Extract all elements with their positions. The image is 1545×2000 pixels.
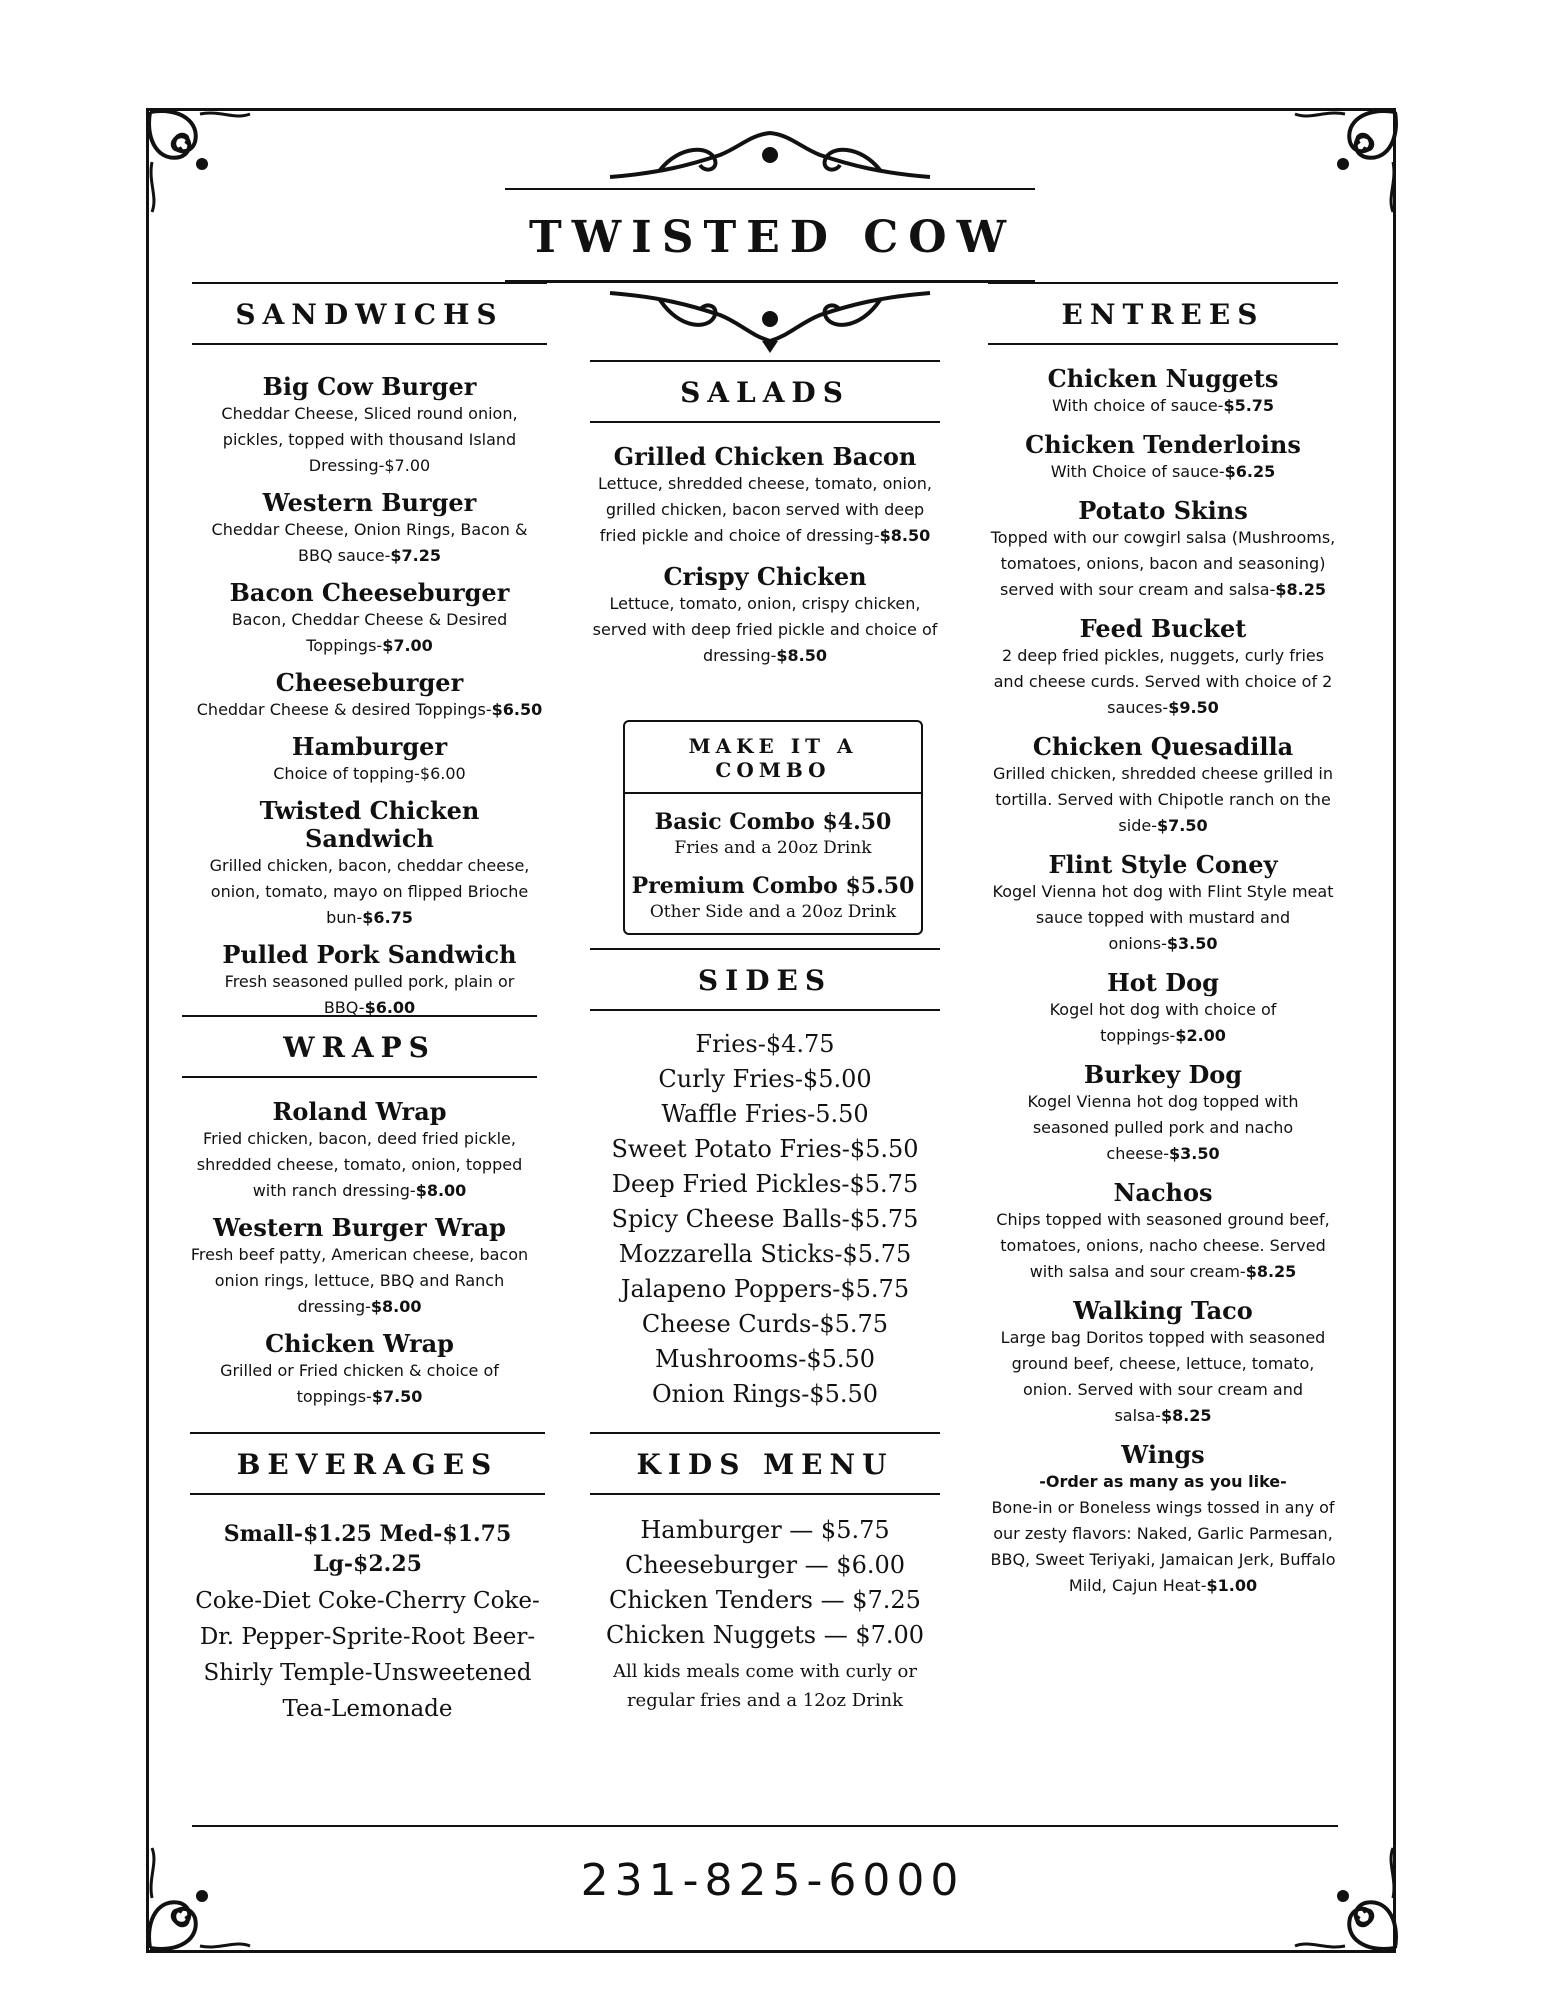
item-description-text: Grilled or Fried chicken & choice of toppings- bbox=[220, 1361, 499, 1406]
item-description-text: Lettuce, shredded cheese, tomato, onion, grilled chicken, bacon served with deep fried pickle and choice of dressing- bbox=[598, 474, 932, 545]
item-description-text: Kogel Vienna hot dog topped with seasoned pulled pork and nacho cheese- bbox=[1027, 1092, 1299, 1163]
item-description bbox=[192, 761, 547, 787]
salads-heading: SALADS bbox=[590, 360, 940, 423]
menu-item bbox=[182, 1098, 537, 1204]
item-description bbox=[988, 459, 1338, 485]
menu-item bbox=[988, 431, 1338, 485]
item-price: $8.50 bbox=[879, 526, 931, 545]
combo-box bbox=[623, 720, 923, 935]
menu-item bbox=[182, 1214, 537, 1320]
item-description bbox=[988, 525, 1338, 603]
menu-item bbox=[988, 733, 1338, 839]
item-price: $3.50 bbox=[1168, 1144, 1220, 1163]
menu-item bbox=[988, 497, 1338, 603]
item-description bbox=[988, 1325, 1338, 1429]
item-description bbox=[988, 761, 1338, 839]
item-description-text: Cheddar Cheese, Onion Rings, Bacon & BBQ sauce- bbox=[211, 520, 528, 565]
header-rule-bottom bbox=[505, 280, 1035, 283]
item-name: Flint Style Coney bbox=[1048, 850, 1278, 879]
item-price: $2.00 bbox=[1175, 1026, 1226, 1045]
menu-item bbox=[988, 1441, 1338, 1599]
left-column bbox=[192, 282, 547, 1031]
item-description bbox=[182, 1242, 537, 1320]
item-description-text: Cheddar Cheese, Sliced round onion, pickles, topped with thousand Island Dressing-$7.00 bbox=[221, 404, 518, 475]
item-description bbox=[988, 997, 1338, 1049]
menu-item bbox=[182, 1330, 537, 1410]
side-item: Sweet Potato Fries-$5.50 bbox=[611, 1135, 919, 1163]
item-price: $6.00 bbox=[364, 998, 416, 1017]
item-price: $8.25 bbox=[1245, 1262, 1297, 1281]
beverage-list: Coke-Diet Coke-Cherry Coke-Dr. Pepper-Sprite-Root Beer-Shirly Temple-Unsweetened Tea-Lemonade bbox=[195, 1588, 540, 1722]
combo-name: Premium Combo $5.50 bbox=[631, 873, 915, 899]
item-price: $3.50 bbox=[1166, 934, 1218, 953]
item-description bbox=[192, 969, 547, 1021]
item-description bbox=[192, 517, 547, 569]
phone-number: 231-825-6000 bbox=[580, 1855, 965, 1906]
combo-description: Other Side and a 20oz Drink bbox=[649, 902, 897, 922]
sides-heading: SIDES bbox=[590, 948, 940, 1011]
item-name: Cheeseburger bbox=[275, 668, 464, 697]
item-description-text: Kogel hot dog with choice of toppings- bbox=[1049, 1000, 1277, 1045]
item-name: Potato Skins bbox=[1078, 496, 1248, 525]
item-description-text: Fresh seasoned pulled pork, plain or BBQ- bbox=[224, 972, 515, 1017]
sides-section bbox=[590, 948, 940, 1412]
menu-item bbox=[988, 851, 1338, 957]
kids-item: Chicken Tenders — $7.25 bbox=[609, 1586, 921, 1614]
footer-rule bbox=[192, 1825, 1338, 1827]
item-name: Burkey Dog bbox=[1083, 1060, 1243, 1089]
entree-list bbox=[988, 365, 1338, 1599]
item-name: Hot Dog bbox=[1107, 968, 1219, 997]
item-description-text: With choice of sauce- bbox=[1051, 396, 1224, 415]
item-price: $8.00 bbox=[415, 1181, 467, 1200]
item-price: $9.50 bbox=[1168, 698, 1219, 717]
item-description-text: Fresh beef patty, American cheese, bacon onion rings, lettuce, BBQ and Ranch dressing- bbox=[190, 1245, 529, 1316]
item-price: $1.00 bbox=[1206, 1576, 1258, 1595]
item-name: Nachos bbox=[1113, 1178, 1213, 1207]
item-name: Wings bbox=[1121, 1440, 1205, 1469]
header-ornament-top bbox=[600, 125, 940, 185]
item-price: $6.75 bbox=[362, 908, 413, 927]
item-name: Twisted Chicken Sandwich bbox=[259, 796, 480, 853]
side-list bbox=[590, 1027, 940, 1412]
item-price: $7.00 bbox=[382, 636, 433, 655]
menu-item bbox=[192, 941, 547, 1021]
beverage-sizes: Small-$1.25 Med-$1.75 Lg-$2.25 bbox=[223, 1521, 512, 1577]
kids-note: All kids meals come with curly or regular fries and a 12oz Drink bbox=[613, 1661, 917, 1711]
item-price: $6.25 bbox=[1224, 462, 1276, 481]
item-name: Chicken Nuggets bbox=[1047, 364, 1279, 393]
menu-item bbox=[590, 563, 940, 669]
item-description bbox=[192, 853, 547, 931]
item-price: $7.50 bbox=[1156, 816, 1208, 835]
item-description bbox=[988, 1495, 1338, 1599]
kids-item: Chicken Nuggets — $7.00 bbox=[605, 1621, 925, 1649]
item-price: $6.50 bbox=[491, 700, 543, 719]
item-description-text: Cheddar Cheese & desired Toppings- bbox=[196, 700, 492, 719]
menu-item bbox=[192, 579, 547, 659]
item-description bbox=[182, 1358, 537, 1410]
item-description-text: Grilled chicken, shredded cheese grilled in tortilla. Served with Chipotle ranch on the side- bbox=[992, 764, 1333, 835]
item-name: Chicken Tenderloins bbox=[1025, 430, 1301, 459]
item-name: Western Burger Wrap bbox=[213, 1213, 506, 1242]
item-description-text: Bacon, Cheddar Cheese & Desired Toppings- bbox=[231, 610, 508, 655]
side-item: Waffle Fries-5.50 bbox=[661, 1100, 869, 1128]
item-name: Big Cow Burger bbox=[262, 372, 477, 401]
item-name: Grilled Chicken Bacon bbox=[613, 442, 917, 471]
side-item: Mozzarella Sticks-$5.75 bbox=[618, 1240, 912, 1268]
menu-item bbox=[988, 1061, 1338, 1167]
item-name: Chicken Wrap bbox=[265, 1329, 454, 1358]
menu-item bbox=[192, 733, 547, 787]
salads-section bbox=[590, 360, 940, 683]
combo-name: Basic Combo $4.50 bbox=[654, 809, 892, 835]
item-price: $8.25 bbox=[1275, 580, 1326, 599]
item-description-text: Chips topped with seasoned ground beef, tomatoes, onions, nacho cheese. Served with salsa and sour cream- bbox=[996, 1210, 1330, 1281]
item-description-text: Bone-in or Boneless wings tossed in any of our zesty flavors: Naked, Garlic Parmesan, BBQ, Sweet Teriyaki, Jamaican Jerk, Buffalo Mild, Cajun Heat- bbox=[990, 1498, 1336, 1595]
menu-item bbox=[192, 797, 547, 931]
menu-item bbox=[988, 365, 1338, 419]
side-item: Jalapeno Poppers-$5.75 bbox=[620, 1275, 910, 1303]
side-item: Deep Fried Pickles-$5.75 bbox=[611, 1170, 919, 1198]
header-rule-top bbox=[505, 188, 1035, 190]
header-ornament-bottom bbox=[600, 285, 940, 355]
item-name: Western Burger bbox=[262, 488, 477, 517]
item-name: Crispy Chicken bbox=[663, 562, 867, 591]
wrap-list bbox=[182, 1098, 537, 1410]
item-description-text: Topped with our cowgirl salsa (Mushrooms, tomatoes, onions, bacon and seasoning) served with sour cream and salsa- bbox=[990, 528, 1336, 599]
side-item: Spicy Cheese Balls-$5.75 bbox=[611, 1205, 919, 1233]
item-name: Walking Taco bbox=[1073, 1296, 1253, 1325]
kids-list bbox=[590, 1513, 940, 1653]
item-description-text: With Choice of sauce- bbox=[1050, 462, 1225, 481]
item-price: $7.50 bbox=[371, 1387, 423, 1406]
item-price: $7.25 bbox=[390, 546, 441, 565]
item-description bbox=[988, 1207, 1338, 1285]
beverages-heading: BEVERAGES bbox=[190, 1432, 545, 1495]
restaurant-title: TWISTED COW bbox=[528, 212, 1017, 263]
item-description bbox=[988, 643, 1338, 721]
item-name: Hamburger bbox=[291, 732, 448, 761]
kids-heading: KIDS MENU bbox=[590, 1432, 940, 1495]
menu-item bbox=[988, 969, 1338, 1049]
item-description bbox=[182, 1126, 537, 1204]
item-description bbox=[192, 401, 547, 479]
combo-description: Fries and a 20oz Drink bbox=[674, 838, 872, 858]
item-subtitle: -Order as many as you like- bbox=[1039, 1472, 1287, 1491]
item-price: $8.00 bbox=[370, 1297, 422, 1316]
item-name: Bacon Cheeseburger bbox=[229, 578, 510, 607]
item-description bbox=[988, 1089, 1338, 1167]
item-description bbox=[192, 697, 547, 723]
kids-section bbox=[590, 1432, 940, 1715]
kids-item: Cheeseburger — $6.00 bbox=[624, 1551, 906, 1579]
menu-item bbox=[988, 1179, 1338, 1285]
item-description bbox=[590, 591, 940, 669]
item-description-text: Lettuce, tomato, onion, crispy chicken, served with deep fried pickle and choice of dressing- bbox=[592, 594, 938, 665]
item-description bbox=[590, 471, 940, 549]
salad-list bbox=[590, 443, 940, 669]
menu-item bbox=[590, 443, 940, 549]
item-name: Chicken Quesadilla bbox=[1032, 732, 1294, 761]
entrees-section bbox=[988, 282, 1338, 1611]
menu-item bbox=[192, 669, 547, 723]
combo-item bbox=[625, 808, 921, 860]
item-description-text: Grilled chicken, bacon, cheddar cheese, onion, tomato, mayo on flipped Brioche bun- bbox=[209, 856, 530, 927]
sandwiches-heading: SANDWICHS bbox=[192, 282, 547, 345]
side-item: Fries-$4.75 bbox=[695, 1030, 835, 1058]
beverages-section bbox=[190, 1432, 545, 1727]
menu-item bbox=[988, 1297, 1338, 1429]
item-description bbox=[192, 607, 547, 659]
menu-item bbox=[192, 373, 547, 479]
combo-list bbox=[625, 794, 921, 924]
entrees-heading: ENTREES bbox=[988, 282, 1338, 345]
item-name: Roland Wrap bbox=[272, 1097, 447, 1126]
item-description-text: Kogel Vienna hot dog with Flint Style meat sauce topped with mustard and onions- bbox=[992, 882, 1334, 953]
item-description bbox=[988, 879, 1338, 957]
kids-item: Hamburger — $5.75 bbox=[640, 1516, 890, 1544]
side-item: Onion Rings-$5.50 bbox=[651, 1380, 879, 1408]
item-description-text: 2 deep fried pickles, nuggets, curly fries and cheese curds. Served with choice of 2 sauces- bbox=[993, 646, 1333, 717]
menu-item bbox=[192, 489, 547, 569]
side-item: Cheese Curds-$5.75 bbox=[641, 1310, 889, 1338]
item-description-text: Choice of topping-$6.00 bbox=[273, 764, 466, 783]
item-price: $8.50 bbox=[776, 646, 828, 665]
item-name: Pulled Pork Sandwich bbox=[222, 940, 517, 969]
item-description-text: Fried chicken, bacon, deed fried pickle, shredded cheese, tomato, onion, topped with ranch dressing- bbox=[196, 1129, 523, 1200]
menu-item bbox=[988, 615, 1338, 721]
wraps-section bbox=[182, 1015, 537, 1420]
side-item: Curly Fries-$5.00 bbox=[658, 1065, 872, 1093]
side-item: Mushrooms-$5.50 bbox=[654, 1345, 876, 1373]
item-description bbox=[988, 393, 1338, 419]
item-name: Feed Bucket bbox=[1079, 614, 1247, 643]
combo-item bbox=[625, 872, 921, 924]
item-price: $8.25 bbox=[1160, 1406, 1212, 1425]
item-description-text: Large bag Doritos topped with seasoned ground beef, cheese, lettuce, tomato, onion. Served with sour cream and salsa- bbox=[1000, 1328, 1326, 1425]
combo-heading: MAKE IT A COMBO bbox=[625, 722, 921, 794]
wraps-heading: WRAPS bbox=[182, 1015, 537, 1078]
item-price: $5.75 bbox=[1223, 396, 1275, 415]
sandwich-list bbox=[192, 373, 547, 1021]
